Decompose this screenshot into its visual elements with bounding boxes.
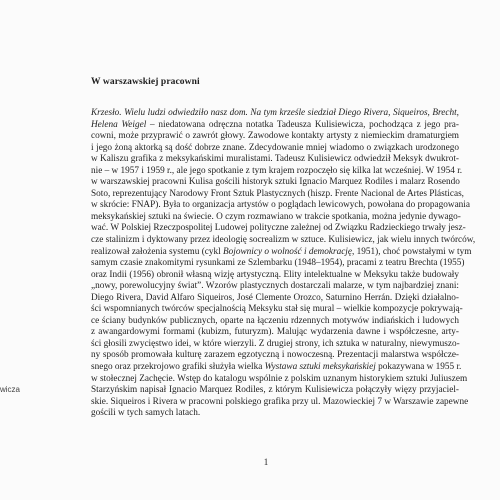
plain-text: oraz Indii (1956) obronił własną wizję artystyczną. Elity intelektualne w Meksyku także budowały — [91, 269, 459, 280]
body-paragraph — [91, 108, 476, 420]
plain-text: – niedatowana odręczna notatka Tadeusza Kulisiewicza, pochodząca z jego pra- — [146, 119, 459, 130]
plain-text: Starzyńskim napisał Ignacio Marquez Rodiles, z którym Kulisiewicza połączyły więzy przyjaciel- — [91, 385, 459, 396]
plain-text: cowni, może przyprawić o zawrót głowy. Zawodowe kontakty artysty z niemieckim dramaturgiem — [91, 131, 459, 142]
plain-text: w warszawskiej pracowni Kulisa gościli historyk sztuki Ignacio Marquez Rodiles i malarz Rosendo — [91, 177, 460, 188]
plain-text: w Kaliszu grafika z meksykańskimi muralistami. Tadeusz Kulisiewicz odwiedził Meksyk dwukrot- — [91, 154, 459, 165]
text-line — [91, 165, 463, 178]
text-line — [91, 143, 459, 155]
plain-text: samym czasie znakomitymi rysunkami ze Szlembarku (1948–1954), pracami z teatru Brechta (1955) — [91, 258, 465, 269]
plain-text: snego oraz przekrojowo grafiki służyła wielka — [91, 362, 265, 373]
plain-text: „nowy, porewolucyjny świat”. Wzorów plastycznych dostarczali malarze, w tym najbardziej znani: — [91, 281, 459, 292]
text-line — [91, 200, 470, 212]
adjacent-page-fragment: wicza — [0, 385, 21, 394]
plain-text: wać. W Polskiej Rzeczpospolitej Ludowej polityczne zależnej od Związku Radzieckiego trwały jesz- — [91, 223, 466, 234]
text-line — [91, 339, 459, 351]
text-line — [91, 120, 459, 132]
text-line — [91, 316, 459, 328]
plain-text: w skrócie: FNAP). Była to organizacja artystów o poglądach lewicowych, powołana do propagowania — [91, 200, 470, 211]
text-line — [91, 212, 459, 224]
text-line — [91, 154, 459, 166]
plain-text: , 1951), choć powstałymi w tym — [351, 246, 472, 257]
plain-text: ści głosili zwycięstwo idei, w które wierzyli. Z drugiej strony, ich sztuka w naturalny, niewymuszo- — [91, 338, 460, 349]
text-line — [91, 131, 459, 143]
plain-text: ści wspomnianych twórców specjalnością Meksyku stał się mural – wielkie kompozycje pokrywają- — [91, 304, 463, 315]
text-line — [91, 304, 463, 316]
text-line — [91, 108, 459, 120]
text-line — [91, 396, 469, 409]
plain-text: i jego żoną aktorką są dość dobrze znane. Zdecydowanie mniej wiadomo o związkach urodzonego — [91, 142, 459, 153]
plain-text: Diego Rivera, David Alfaro Siqueiros, José Clemente Orozco, Saturnino Herrán. Dzięki działalno- — [91, 292, 459, 303]
text-line — [91, 373, 468, 386]
plain-text: pokazywana w 1955 r. — [375, 362, 462, 373]
plain-text: nie – w 1957 i 1959 r., ale jego spotkanie z tym krajem rozpoczęło się kilka lat wcześniej. W 1954 r. — [91, 165, 463, 176]
plain-text: skie. Siqueiros i Rivera w pracowni polskiego grafika przy ul. Mazowieckiej 7 w Warszawie zapewne — [91, 396, 469, 407]
plain-text: realizował założenia systemu (cykl — [91, 246, 224, 257]
text-line — [91, 235, 476, 247]
text-line — [91, 258, 465, 270]
text-line — [91, 188, 464, 201]
plain-text: meksykańskiej sztuki na świecie. O czym rozmawiano w trakcie spotkania, można jedynie dywago- — [91, 211, 461, 222]
text-line — [91, 177, 459, 189]
text-line — [91, 293, 459, 305]
text-line — [91, 362, 462, 374]
plain-text: gościli w tych samych latach. — [91, 408, 201, 419]
plain-text: ny sposób promowała kulturę zarazem egzotyczną i nowoczesną. Prezentacji malarstwa współcze- — [91, 350, 459, 361]
page-number: 1 — [263, 457, 269, 467]
text-line — [91, 350, 459, 362]
text-line — [91, 385, 459, 397]
plain-text: Soto, reprezentujący Narodowy Front Sztuk Plastycznych (hiszp. Frente Nacional de Artes Plásticas, — [91, 188, 464, 199]
italic-title: Wystawa sztuki meksykańskiej — [264, 362, 376, 373]
plain-text: ce ściany budynków publicznych, oparte na łączeniu rdzennych motywów indiańskich i ludowych — [91, 315, 459, 326]
italic-text: Helena Weigel — [91, 119, 147, 130]
plain-text: w stołecznej Zachęcie. Wstęp do katalogu wspólnie z polskim uznanym historykiem sztuki Juliuszem — [91, 373, 468, 384]
text-line — [91, 270, 459, 282]
plain-text: cze stalinizm i dyktowany przez ideologię socrealizm w sztuce. Kulisiewicz, jak wielu innych twórców, — [91, 235, 476, 246]
italic-text: Krzesło. Wielu ludzi odwiedziło nasz dom. Na tym krześle siedział Diego Rivera, Siqueiros, Brecht, — [91, 108, 459, 118]
text-line — [91, 408, 459, 420]
plain-text: z awangardowymi formami (kubizm, futuryzm). Malując wydarzenia dawne i współczesne, arty- — [91, 327, 459, 338]
text-line — [91, 246, 472, 259]
text-line — [91, 223, 466, 235]
italic-title: Bojownicy o wolność i demokrację — [223, 246, 352, 257]
text-line — [91, 327, 459, 339]
section-title: W warszawskiej pracowni — [91, 77, 200, 87]
text-line — [91, 281, 459, 293]
